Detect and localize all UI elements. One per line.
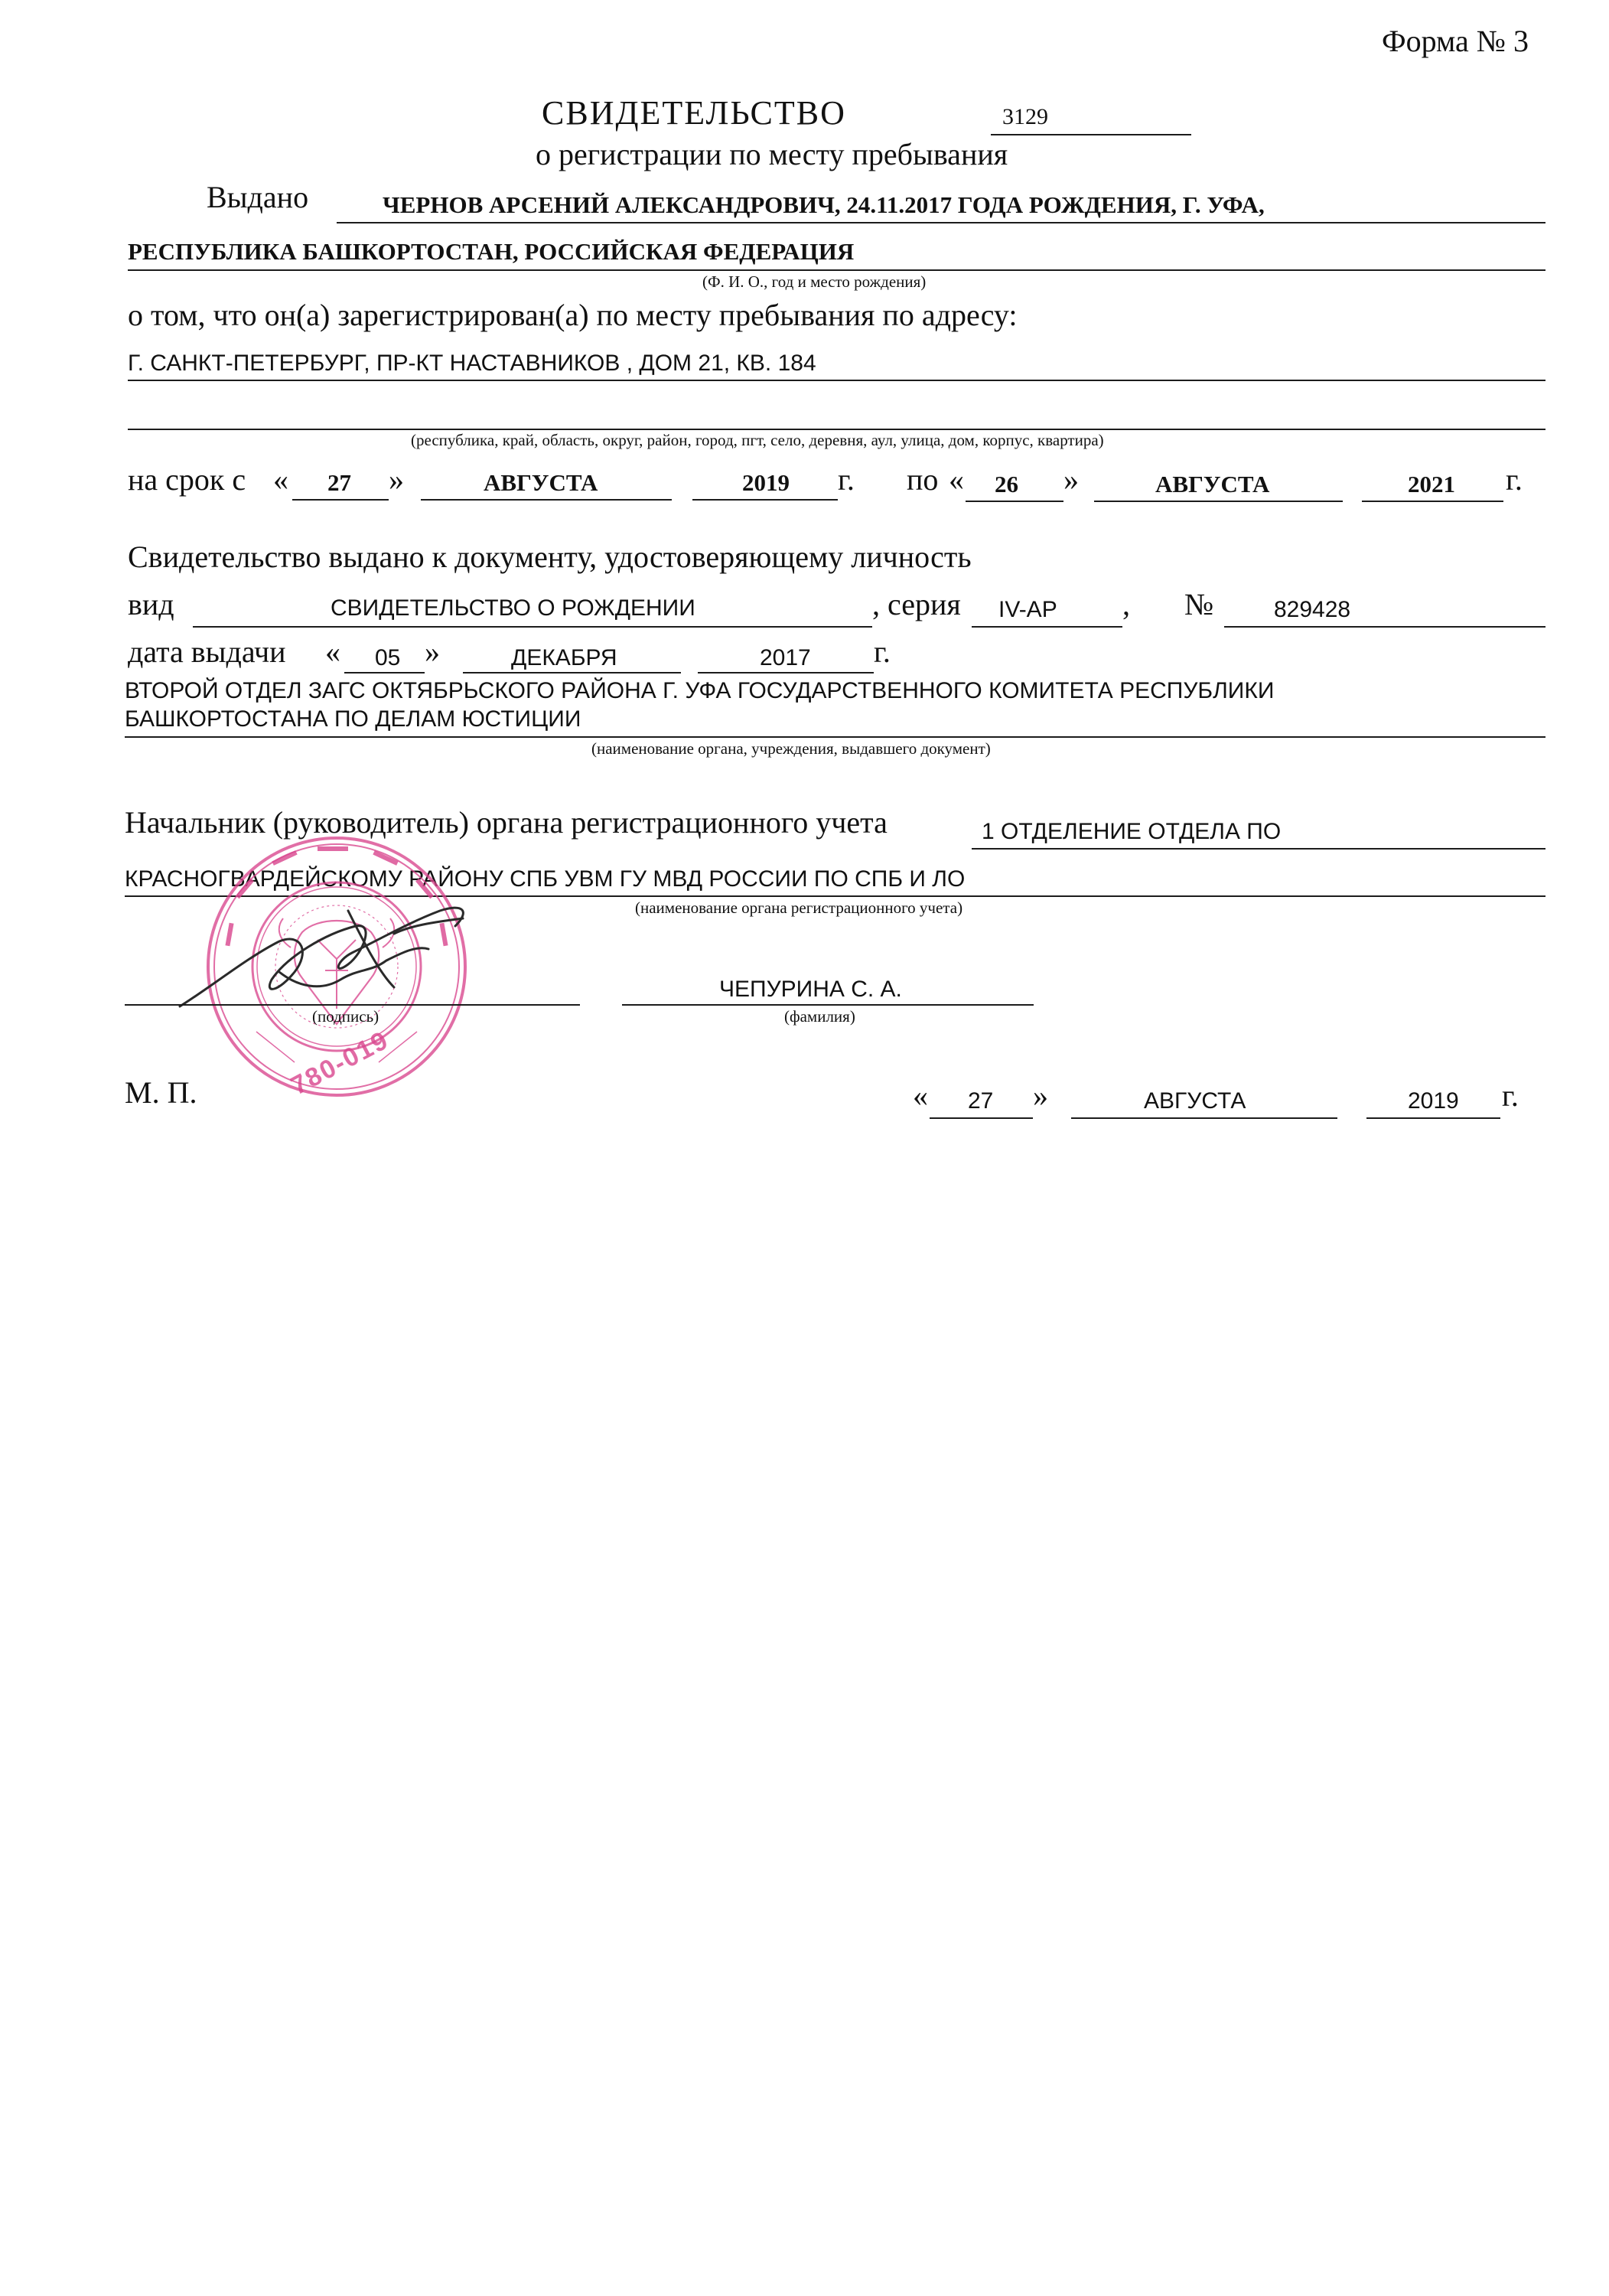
issued-to-line-2: РЕСПУБЛИКА БАШКОРТОСТАН, РОССИЙСКАЯ ФЕДЕРАЦИЯ (128, 238, 855, 265)
document-series-value: IV-АР (998, 597, 1057, 622)
document-subtitle: о регистрации по месту пребывания (536, 137, 1008, 171)
issue-year: 2017 (760, 645, 811, 670)
issue-day-rule (344, 672, 425, 673)
issue-day: 05 (375, 645, 401, 670)
document-series-label: , серия (872, 587, 961, 621)
footer-month-rule (1071, 1117, 1337, 1119)
term-to-year: 2021 (1408, 471, 1455, 497)
signature-caption: (подпись) (312, 1007, 379, 1026)
address-line-1-rule (128, 380, 1545, 381)
term-to-month: АВГУСТА (1155, 471, 1270, 497)
surname-caption: (фамилия) (784, 1007, 855, 1026)
term-to-year-suffix: г. (1506, 462, 1523, 497)
issued-to-line-1-rule (337, 222, 1545, 223)
issue-date-label: дата выдачи (128, 634, 286, 669)
term-from-open-quote: « (273, 462, 288, 497)
issue-date-open-quote: « (325, 634, 340, 669)
document-type-value: СВИДЕТЕЛЬСТВО О РОЖДЕНИИ (331, 595, 695, 621)
signature-rule (125, 1004, 580, 1006)
address-line-2-rule (128, 429, 1545, 430)
stamp-code: 780-019 (286, 1025, 394, 1101)
issuer-line-1: ВТОРОЙ ОТДЕЛ ЗАГС ОКТЯБРЬСКОГО РАЙОНА Г. УФА ГОСУДАРСТВЕННОГО КОМИТЕТА РЕСПУБЛИКИ (125, 678, 1275, 703)
issue-month-rule (463, 672, 681, 673)
document-series-comma: , (1122, 587, 1130, 621)
term-from-close-quote: » (389, 462, 404, 497)
term-from-month-rule (421, 499, 672, 501)
certificate-number: 3129 (1002, 104, 1048, 129)
document-title: СВИДЕТЕЛЬСТВО (542, 94, 846, 132)
issue-year-suffix: г. (874, 634, 891, 669)
term-from-year: 2019 (742, 469, 790, 496)
term-from-day-rule (292, 499, 389, 501)
term-to-day: 26 (995, 471, 1018, 497)
issued-to-line-1: ЧЕРНОВ АРСЕНИЙ АЛЕКСАНДРОВИЧ, 24.11.2017 ГОДА РОЖДЕНИЯ, Г. УФА, (383, 191, 1265, 218)
footer-day-rule (930, 1117, 1033, 1119)
term-to-day-rule (966, 501, 1063, 502)
certificate-number-line (991, 134, 1191, 135)
document-heading: Свидетельство выдано к документу, удостоверяющему личность (128, 540, 972, 574)
issuer-line-2: БАШКОРТОСТАНА ПО ДЕЛАМ ЮСТИЦИИ (125, 706, 581, 732)
surname-rule (622, 1004, 1034, 1006)
term-from-month: АВГУСТА (484, 469, 598, 496)
address-caption: (республика, край, область, округ, район, город, пгт, село, деревня, аул, улица, дом, корпус, квартира) (411, 431, 1104, 449)
document-number-label: № (1184, 587, 1214, 621)
document-series-rule (972, 626, 1122, 628)
term-to-label: по (907, 462, 939, 497)
footer-year-suffix: г. (1502, 1078, 1519, 1113)
issuer-rule (125, 736, 1545, 738)
term-to-open-quote: « (949, 462, 964, 497)
registration-body-line-1-rule (972, 848, 1545, 850)
surname-value: ЧЕПУРИНА С. А. (719, 977, 902, 1002)
issued-to-caption: (Ф. И. О., год и место рождения) (702, 272, 927, 291)
issue-month: ДЕКАБРЯ (511, 645, 617, 670)
document-type-label: вид (128, 587, 174, 621)
term-from-label: на срок с (128, 462, 246, 497)
registration-body-line-1: 1 ОТДЕЛЕНИЕ ОТДЕЛА ПО (982, 819, 1282, 844)
issued-to-line-2-rule (128, 269, 1545, 271)
issue-date-close-quote: » (425, 634, 440, 669)
footer-open-quote: « (913, 1078, 928, 1113)
footer-month: АВГУСТА (1144, 1088, 1246, 1114)
term-from-year-suffix: г. (838, 462, 855, 497)
term-to-close-quote: » (1063, 462, 1079, 497)
footer-year-rule (1366, 1117, 1500, 1119)
footer-day: 27 (968, 1088, 994, 1114)
term-from-year-rule (692, 499, 838, 501)
address-label: о том, что он(а) зарегистрирован(а) по месту пребывания по адресу: (128, 298, 1018, 332)
registration-body-line-2: КРАСНОГВАРДЕЙСКОМУ РАЙОНУ СПБ УВМ ГУ МВД РОССИИ ПО СПБ И ЛО (125, 866, 966, 892)
term-from-day: 27 (327, 469, 351, 496)
issued-to-label: Выдано (207, 180, 309, 214)
document-number-rule (1224, 626, 1545, 628)
address-line-1: Г. САНКТ-ПЕТЕРБУРГ, ПР-КТ НАСТАВНИКОВ , ДОМ 21, КВ. 184 (128, 351, 816, 376)
issue-year-rule (698, 672, 874, 673)
mp-label: М. П. (125, 1075, 197, 1110)
term-to-month-rule (1094, 501, 1343, 502)
term-to-year-rule (1362, 501, 1503, 502)
document-type-rule (193, 626, 872, 628)
footer-year: 2019 (1408, 1088, 1459, 1114)
registration-body-label: Начальник (руководитель) органа регистрационного учета (125, 805, 888, 840)
form-number: Форма № 3 (1382, 24, 1529, 58)
footer-close-quote: » (1033, 1078, 1048, 1113)
issuer-caption: (наименование органа, учреждения, выдавшего документ) (591, 739, 991, 758)
document-number-value: 829428 (1274, 597, 1351, 622)
registration-body-caption: (наименование органа регистрационного учета) (635, 899, 963, 917)
